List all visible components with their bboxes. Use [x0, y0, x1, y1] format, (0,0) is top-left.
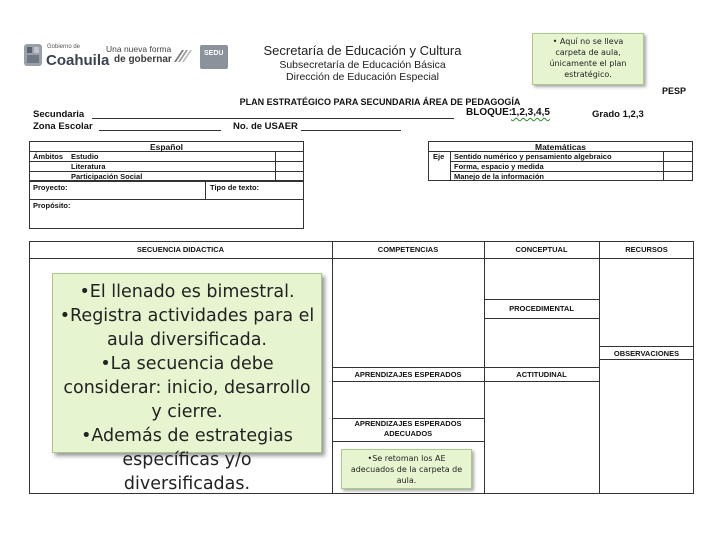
coahuila-logo — [22, 42, 110, 72]
callout-top-note — [532, 33, 644, 85]
flag-stripes-icon — [172, 46, 192, 66]
logo-gobierno-label: Gobierno de — [47, 44, 81, 50]
aprendizajes-adecuados-line2: ADECUADOS — [383, 429, 433, 438]
callout-bottom-note — [341, 449, 472, 489]
observaciones-label: OBSERVACIONES — [613, 349, 680, 358]
slogan-line1: Una nueva forma — [106, 44, 172, 54]
ambitos-label: Ámbitos — [33, 152, 63, 161]
ambito-estudio: Estudio — [71, 152, 99, 161]
usaer-label: No. de USAER — [233, 121, 298, 132]
instruction-estrategias: •Además de estrategias específicas y/o diversificadas. — [81, 426, 293, 494]
header-subtitle-basica: Subsecretaría de Educación Básica — [279, 59, 446, 71]
eje-sentido-numerico: Sentido numérico y pensamiento algebraico — [454, 152, 612, 161]
matematicas-header: Matemáticas — [534, 142, 587, 152]
aprendizajes-esperados-label: APRENDIZAJES ESPERADOS — [354, 370, 462, 379]
secundaria-label: Secundaria — [33, 109, 85, 120]
usaer-underline — [301, 130, 401, 131]
slogan-line2: de gobernar — [114, 54, 172, 65]
procedimental-label: PROCEDIMENTAL — [509, 304, 574, 313]
grado-label: Grado 1,2,3 — [592, 109, 644, 120]
secuencia-header: SECUENCIA DIDACTICA — [136, 245, 225, 254]
aprendizajes-adecuados-line1: APRENDIZAJES ESPERADOS — [354, 419, 462, 428]
ambito-literatura: Literatura — [71, 162, 106, 171]
bloque-label: BLOQUE: — [466, 107, 513, 118]
eje-forma-espacio: Forma, espacio y medida — [454, 162, 544, 171]
instruction-bimestral: •El llenado es bimestral. — [79, 282, 295, 302]
actitudinal-label: ACTITUDINAL — [516, 370, 567, 379]
conceptual-header: CONCEPTUAL — [515, 245, 568, 254]
proposito-label: Propósito: — [33, 201, 71, 210]
instruction-secuencia: •La secuencia debe considerar: inicio, desarrollo y cierre. — [63, 354, 311, 422]
instruction-actividades: •Registra actividades para el aula diversificada. — [59, 306, 315, 350]
header-title: Secretaría de Educación y Cultura — [263, 43, 462, 58]
logo-coahuila-text: Coahuila — [46, 52, 110, 69]
sedu-logo — [200, 45, 228, 69]
slogan-logo — [106, 44, 194, 70]
callout-top-text: • Aquí no se lleva carpeta de aula, únicamente el plan estratégico. — [549, 37, 627, 79]
proyecto-label: Proyecto: — [33, 183, 68, 192]
zona-underline — [99, 130, 221, 131]
zona-escolar-label: Zona Escolar — [33, 121, 93, 132]
espanol-header: Español — [149, 142, 184, 152]
sedu-label: SEDU — [204, 50, 224, 57]
callout-bottom-text: •Se retoman los AE adecuados de la carpeta de aula. — [350, 454, 463, 485]
bloque-value: 1,2,3,4,5 — [511, 107, 550, 118]
tipo-texto-label: Tipo de texto: — [210, 183, 260, 192]
form-title: PLAN ESTRATÉGICO PARA SECUNDARIA ÁREA DE PEDAGOGÍA — [239, 97, 521, 107]
competencias-header: COMPETENCIAS — [377, 245, 439, 254]
recursos-header: RECURSOS — [625, 245, 668, 254]
callout-main-instructions — [52, 273, 322, 494]
secundaria-underline — [92, 118, 454, 119]
eje-label: Eje — [433, 152, 445, 161]
ambito-participacion: Participación Social — [71, 172, 143, 181]
coahuila-shield-icon — [22, 42, 44, 70]
header-subtitle-especial: Dirección de Educación Especial — [286, 71, 439, 83]
form-code: PESP — [662, 86, 687, 96]
eje-manejo-informacion: Manejo de la información — [454, 172, 545, 181]
